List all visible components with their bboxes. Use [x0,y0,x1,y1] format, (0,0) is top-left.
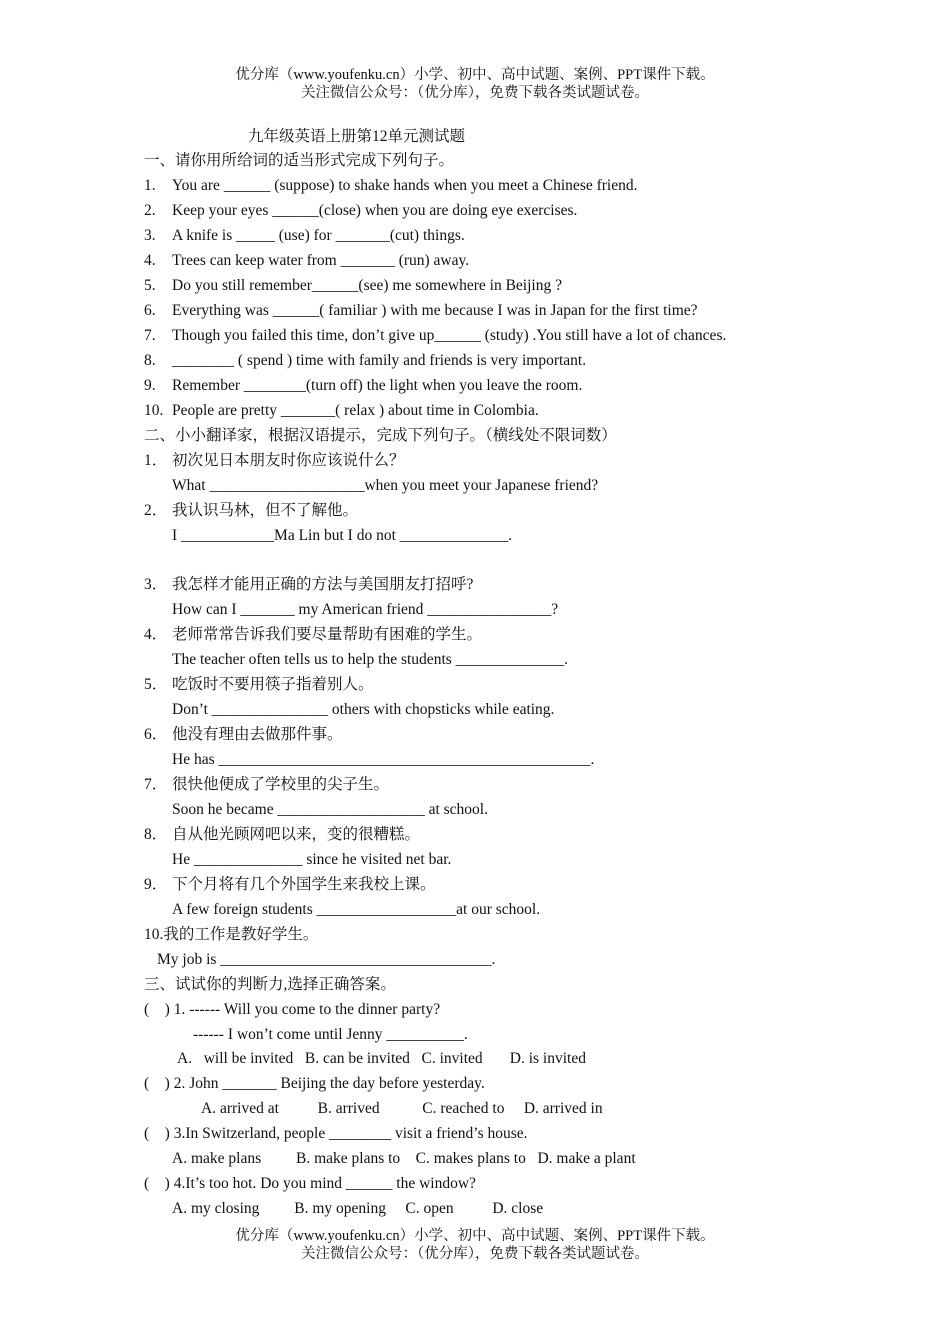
item-text: Though you failed this time, don’t give up______ (study) .You still have a lot of chances. [172,327,727,344]
translation-prompt [144,875,436,895]
translation-prompt [144,625,482,645]
translation-answer-line: Don’t _______________ others with chopsticks while eating. [172,701,555,718]
fill-in-item [144,376,582,396]
question-stem: ( ) 3.In Switzerland, people ________ visit a friend’s house. [144,1125,528,1142]
chinese-prompt: 老师常常告诉我们要尽量帮助有困难的学生。 [172,626,483,643]
item-number: 2. [144,202,156,219]
item-number: 3． [144,576,168,593]
question-stem: ( ) 4.It’s too hot. Do you mind ______ the window? [144,1175,476,1192]
fill-in-item [144,301,698,321]
chinese-prompt: 吃饭时不要用筷子指着别人。 [172,676,374,693]
fill-in-item [144,176,637,196]
translation-prompt [144,501,358,521]
page-title: 九年级英语上册第12单元测试题 [248,128,466,145]
translation-prompt [144,725,343,745]
translation-answer-line: I ____________Ma Lin but I do not ______________. [172,527,513,544]
chinese-prompt: 我怎样才能用正确的方法与美国朋友打招呼? [172,576,474,593]
item-number: 10. [144,926,164,943]
fill-in-item [144,326,726,346]
translation-prompt [144,825,420,845]
chinese-prompt: 我的工作是教好学生。 [163,926,319,943]
item-number: 6． [144,726,168,743]
item-number: 9． [144,876,168,893]
item-text: Keep your eyes ______(close) when you are doing eye exercises. [172,202,578,219]
item-number: 1. [144,177,156,194]
item-number: 4． [144,626,168,643]
section1-heading: 一、请你用所给词的适当形式完成下列句子。 [144,152,455,169]
item-number: 2． [144,502,168,519]
item-text: A knife is _____ (use) for _______(cut) things. [172,227,465,244]
answer-options: A. my closing B. my opening C. open D. close [172,1200,544,1217]
chinese-prompt: 我认识马林，但不了解他。 [172,502,359,519]
item-number: 4. [144,252,156,269]
item-text: Trees can keep water from _______ (run) away. [172,252,470,269]
item-number: 9. [144,377,156,394]
section3-heading: 三、试试你的判断力,选择正确答案。 [144,976,396,993]
fill-in-item [144,226,465,246]
translation-answer-line: The teacher often tells us to help the students ______________. [172,651,569,668]
item-text: ________ ( spend ) time with family and friends is very important. [172,352,587,369]
translation-prompt [144,925,318,945]
chinese-prompt: 很快他便成了学校里的尖子生。 [172,776,390,793]
item-number: 3. [144,227,156,244]
fill-in-item [144,276,562,296]
item-number: 7. [144,327,156,344]
item-text: People are pretty _______( relax ) about time in Colombia. [172,402,539,419]
page-footer [0,1227,950,1263]
question-stem: ( ) 1. ------ Will you come to the dinner party? [144,1001,441,1018]
item-number: 8． [144,826,168,843]
translation-answer-line: He has ________________________________________________. [172,751,595,768]
answer-options: A. arrived at B. arrived C. reached to D. arrived in [201,1100,603,1117]
item-number: 7． [144,776,168,793]
translation-prompt [144,775,389,795]
translation-prompt [144,575,473,595]
footer-line-1: 优分库（www.youfenku.cn）小学、初中、高中试题、案例、PPT课件下载。 [235,1228,715,1244]
fill-in-item [144,401,539,421]
fill-in-item [144,251,469,271]
item-text: Remember ________(turn off) the light when you leave the room. [172,377,583,394]
fill-in-item [144,351,586,371]
chinese-prompt: 下个月将有几个外国学生来我校上课。 [172,876,436,893]
item-number: 6. [144,302,156,319]
item-number: 5. [144,277,156,294]
header-line-1: 优分库（www.youfenku.cn）小学、初中、高中试题、案例、PPT课件下载。 [235,67,715,83]
section2-heading: 二、小小翻译家，根据汉语提示，完成下列句子。（横线处不限词数） [144,427,617,444]
item-text: You are ______ (suppose) to shake hands when you meet a Chinese friend. [172,177,638,194]
header-line-2: 关注微信公众号：（优分库），免费下载各类试题试卷。 [301,85,649,101]
translation-answer-line: A few foreign students __________________at our school. [172,901,541,918]
item-text: Everything was ______( familiar ) with me because I was in Japan for the first time? [172,302,698,319]
question-stem-continued: ------ I won’t come until Jenny __________. [193,1026,468,1043]
question-stem: ( ) 2. John _______ Beijing the day before yesterday. [144,1075,485,1092]
item-text: Do you still remember______(see) me somewhere in Beijing ? [172,277,562,294]
item-number: 1． [144,452,168,469]
answer-options: A. will be invited B. can be invited C. invited D. is invited [177,1050,586,1067]
translation-answer-line: Soon he became ___________________ at school. [172,801,488,818]
answer-options: A. make plans B. make plans to C. makes plans to D. make a plant [172,1150,636,1167]
chinese-prompt: 自从他光顾网吧以来，变的很糟糕。 [172,826,421,843]
translation-answer-line: How can I _______ my American friend ________________? [172,601,559,618]
translation-answer-line: What ____________________when you meet your Japanese friend? [172,477,599,494]
page-header [0,66,950,102]
translation-answer-line: My job is ___________________________________. [157,951,496,968]
chinese-prompt: 初次见日本朋友时你应该说什么？ [172,452,405,469]
translation-prompt [144,675,374,695]
item-number: 8. [144,352,156,369]
item-number: 10. [144,402,164,419]
chinese-prompt: 他没有理由去做那件事。 [172,726,343,743]
translation-answer-line: He ______________ since he visited net bar. [172,851,452,868]
fill-in-item [144,201,577,221]
footer-line-2: 关注微信公众号：（优分库），免费下载各类试题试卷。 [301,1246,649,1262]
translation-prompt [144,451,405,471]
item-number: 5． [144,676,168,693]
